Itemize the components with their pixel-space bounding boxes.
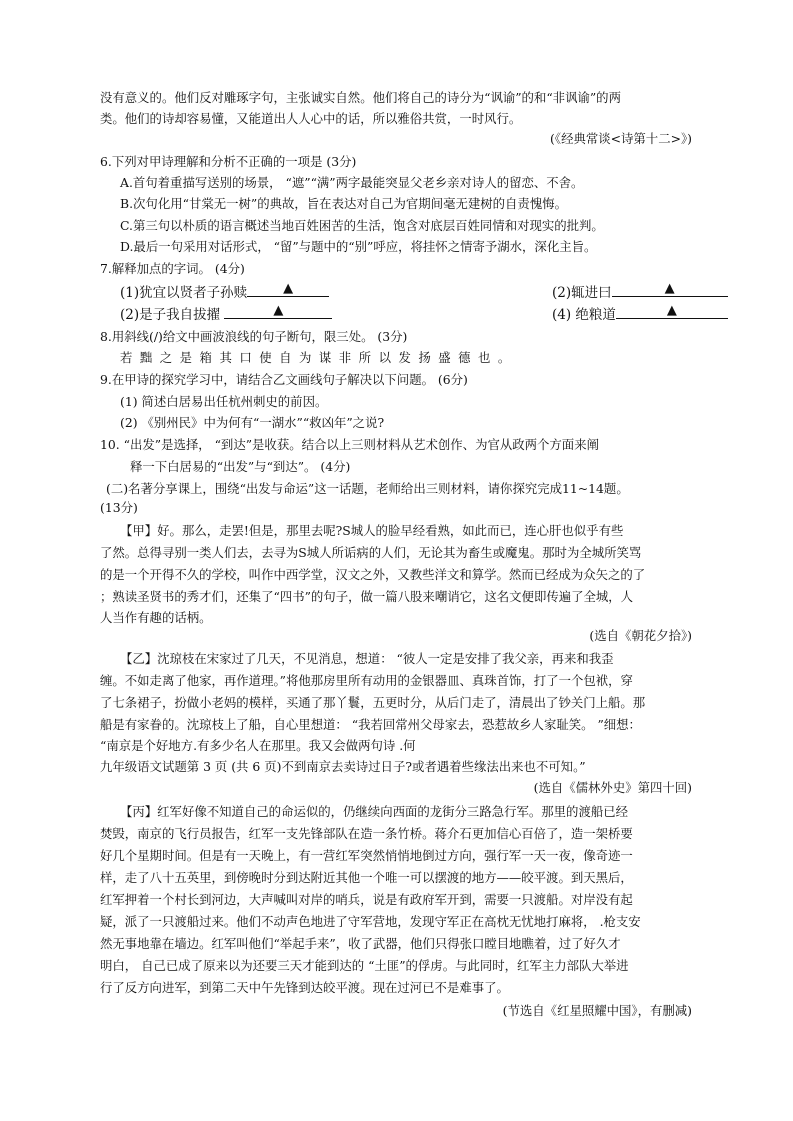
passage-jia: 人当作有趣的话柄。	[100, 610, 212, 625]
question-10-cont: 释一下白居易的“出发”与“到达”。 (4分)	[130, 459, 351, 474]
question-9: 9.在甲诗的探究学习中，请结合乙文画线句子解决以下问题。 (6分)	[100, 372, 468, 387]
option-c: C.第三句以朴质的语言概述当地百姓困苦的生活，饱含对底层百姓同情和对现实的批判。	[120, 218, 604, 233]
source-citation: (选自《朝花夕拾》)	[589, 628, 692, 643]
page-footer: 九年级语文试题第 3 页 (共 6 页)	[100, 759, 282, 774]
q7-item-3: (2)是子我自拔擢	[120, 307, 225, 323]
q7-row-2	[120, 305, 692, 323]
text-line: 没有意义的。他们反对雕琢字句，主张诚实自然。他们将自己的诗分为“讽谕”的和“非讽谕”的两	[100, 90, 621, 105]
section-2-score: (13分)	[100, 500, 138, 515]
question-10: 10. “出发”是选择， “到达”是收获。结合以上三则材料从艺术创作、为官从政两个方面来阐	[100, 437, 599, 452]
passage-bing: 然无事地靠在墙边。红军叫他们“举起手来”，收了武器，他们只得张口瞠目地瞧着，过了好久才	[100, 936, 621, 951]
q7-item-1: (1)犹宜以贤者子孙赎	[120, 285, 248, 301]
q7-item-2-wrap	[552, 283, 728, 301]
source-citation: (节选自《红星照耀中国》，有删减)	[502, 1003, 692, 1018]
q7-item-4-wrap	[552, 305, 728, 323]
passage-yi: “南京是个好地方.有多少名人在那里。我又会做两句诗 .何	[100, 738, 416, 753]
q7-item-4: (4) 绝粮道	[552, 307, 616, 323]
footer-line	[100, 759, 692, 775]
question-8: 8.用斜线(/)给文中画波浪线的句子断句，限三处。 (3分)	[100, 329, 408, 344]
passage-yi: 【乙】沈琼枝在宋家过了几天，不见消息，想道： “彼人一定是安排了我父亲，再来和我歪	[120, 651, 614, 666]
triangle-icon: ▲	[283, 281, 294, 296]
triangle-icon: ▲	[273, 303, 284, 318]
option-d: D.最后一句采用对话形式， “留”与题中的“别”呼应，将挂怀之情寄予湖水，深化主旨。	[120, 239, 597, 254]
answer-blank[interactable]	[616, 305, 728, 319]
passage-bing: 好几个星期时间。但是有一天晚上，有一营红军突然悄悄地倒过方向，强行军一天一夜，像奇迹一	[100, 848, 633, 863]
passage-bing: 样，走了八十五英里，到傍晚时分到达附近其他一个唯一可以摆渡的地方——皎平渡。到天黑后，	[100, 870, 633, 885]
q9-sub-1: (1) 简述白居易出任杭州刺史的前因。	[120, 394, 328, 409]
passage-bing: 焚毁，南京的飞行员报告，红军一支先锋部队在造一条竹桥。蒋介石更加信心百倍了，造一架桥要	[100, 826, 633, 841]
passage-yi: 缠。不如走离了他家，再作道理。”将他那房里所有动用的金银器皿、真珠首饰，打了一个包袱，穿	[100, 673, 633, 688]
passage-yi: 船是有家眷的。沈琼枝上了船，自心里想道： “我若回常州父母家去，恐惹故乡人家耻笑。 ”细想：	[100, 717, 641, 732]
passage-bing: 【丙】红军好像不知道自己的命运似的，仍继续向西面的龙街分三路急行军。那里的渡船已经	[120, 804, 629, 819]
answer-blank[interactable]	[612, 283, 728, 297]
passage-jia: 了然。总得寻别一类人们去，去寻为S城人所诟病的人们，无论其为畜生或魔鬼。那时为全城所笑骂	[100, 545, 642, 560]
passage-jia: ；熟读圣贤书的秀才们，还集了“四书”的句子，做一篇八股来嘲诮它，这名文便即传遍了全城，人	[100, 589, 634, 604]
question-6: 6.下列对甲诗理解和分析不正确的一项是 (3分)	[100, 154, 357, 169]
option-a: A.首句着重描写送别的场景， “遮”“满”两字最能突显父老乡亲对诗人的留恋、不舍。	[120, 175, 584, 190]
section-2-heading: (二)名著分享课上，围绕“出发与命运”这一话题，老师给出三则材料，请你探究完成11~14题。	[106, 481, 629, 496]
passage-bing: 明白， 自己已成了原来以为还要三天才能到达的 “土匪”的俘虏。与此同时，红军主力部队大举进	[100, 958, 629, 973]
text-line: 类。他们的诗却容易懂，又能道出人人心中的话，所以雅俗共赏，一时风行。	[100, 111, 522, 126]
answer-blank[interactable]	[247, 283, 329, 297]
triangle-icon: ▲	[666, 303, 677, 318]
source-citation: (《经典常谈<诗第十二>》)	[550, 131, 692, 146]
passage-bing: 疑，派了一只渡船过来。他们不动声色地进了守军营地，发现守军正在高枕无忧地打麻将， .枪支安	[100, 914, 641, 929]
passage-yi: 不到南京去卖诗过日子?或者遇着些缘法出来也不可知。”	[281, 759, 586, 774]
source-citation: (选自《儒林外史》第四十回)	[533, 780, 692, 795]
q7-item-2: (2)辄进曰	[552, 285, 612, 301]
passage-jia: 的是一个开得不久的学校，叫作中西学堂，汉文之外，又教些洋文和算学。然而已经成为众矢之的了	[100, 567, 646, 582]
option-b: B.次句化用“甘棠无一树”的典故，旨在表达对自己为官期间毫无建树的自责愧悔。	[120, 196, 567, 211]
question-7: 7.解释加点的字词。 (4分)	[100, 261, 245, 276]
triangle-icon: ▲	[664, 281, 675, 296]
sentence-to-punctuate: 若黜之是箱其口使自为谋非所以发扬盛德也。	[120, 350, 518, 365]
passage-bing: 行了反方向进军，到第二天中午先锋到达皎平渡。现在过河已不是难事了。	[100, 980, 509, 995]
q7-row-1	[120, 283, 692, 301]
passage-jia: 【甲】好。那么，走罢!但是，那里去呢?S城人的脸早经看熟，如此而已，连心肝也似乎有些	[120, 523, 624, 538]
passage-bing: 红军押着一个村长到河边，大声喊叫对岸的哨兵，说是有政府军开到，需要一只渡船。对岸没有起	[100, 892, 633, 907]
answer-blank[interactable]	[224, 305, 332, 319]
q9-sub-2: (2) 《别州民》中为何有“一湖水”“救凶年”之说?	[120, 415, 385, 430]
passage-yi: 了七条裙子，扮做小老妈的模样，买通了那丫鬟，五更时分，从后门走了，清晨出了钞关门上船。那	[100, 695, 646, 710]
